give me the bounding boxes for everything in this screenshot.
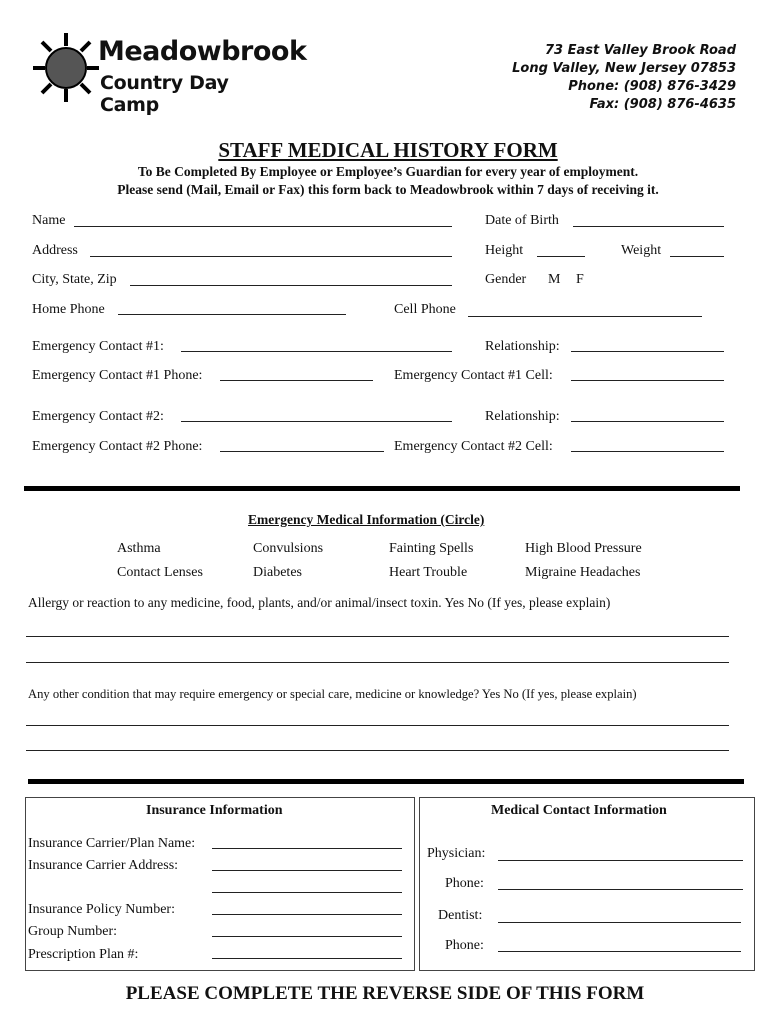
section-divider-top	[24, 486, 740, 491]
ec2-phone-field[interactable]	[220, 451, 384, 452]
name-label: Name	[32, 213, 66, 228]
home-phone-label: Home Phone	[32, 302, 105, 317]
logo-title: Meadowbrook	[98, 36, 307, 67]
medical-contact-heading: Medical Contact Information	[491, 803, 667, 818]
dentist-phone-label: Phone:	[445, 938, 484, 953]
ec2-phone-label: Emergency Contact #2 Phone:	[32, 439, 203, 454]
ec1-phone-field[interactable]	[220, 380, 373, 381]
carrier-address-field-2[interactable]	[212, 892, 402, 893]
ec1-field[interactable]	[181, 351, 452, 352]
ec1-relationship-label: Relationship:	[485, 339, 560, 354]
rx-field[interactable]	[212, 958, 402, 959]
section-divider-bottom	[28, 779, 744, 784]
address-line1: 73 East Valley Brook Road	[544, 43, 736, 58]
condition-heart-trouble[interactable]: Heart Trouble	[389, 565, 468, 580]
cell-phone-field[interactable]	[468, 316, 702, 317]
allergy-question: Allergy or reaction to any medicine, food, plants, and/or animal/insect toxin. Yes No (If yes, please explain)	[28, 595, 611, 610]
carrier-address-label: Insurance Carrier Address:	[28, 858, 179, 873]
form-title: STAFF MEDICAL HISTORY FORM	[218, 138, 558, 162]
logo-subtitle: Country Day Camp	[100, 72, 229, 116]
ec1-label: Emergency Contact #1:	[32, 339, 164, 354]
dob-field[interactable]	[573, 226, 724, 227]
physician-field[interactable]	[498, 860, 743, 861]
gender-f-option[interactable]: F	[576, 272, 584, 287]
carrier-address-field-1[interactable]	[212, 870, 402, 871]
ec2-field[interactable]	[181, 421, 452, 422]
home-phone-field[interactable]	[118, 314, 346, 315]
camp-phone: Phone: (908) 876-3429	[568, 79, 736, 94]
camp-logo	[30, 30, 307, 116]
dentist-label: Dentist:	[438, 908, 483, 923]
camp-address	[436, 42, 736, 114]
condition-contact-lenses[interactable]: Contact Lenses	[117, 565, 203, 580]
carrier-field[interactable]	[212, 848, 402, 849]
ec2-relationship-field[interactable]	[571, 421, 724, 422]
condition-fainting[interactable]: Fainting Spells	[389, 541, 474, 556]
condition-diabetes[interactable]: Diabetes	[253, 565, 302, 580]
gender-label: Gender	[485, 272, 527, 287]
group-label: Group Number:	[28, 924, 118, 939]
policy-field[interactable]	[212, 914, 402, 915]
ec1-cell-label: Emergency Contact #1 Cell:	[394, 368, 553, 383]
city-field[interactable]	[130, 285, 452, 286]
other-condition-question: Any other condition that may require emergency or special care, medicine or knowledge? Yes No (If yes, please explain)	[28, 687, 637, 701]
address-line2: Long Valley, New Jersey 07853	[512, 61, 736, 76]
ec2-label: Emergency Contact #2:	[32, 409, 164, 424]
address-label: Address	[32, 243, 78, 258]
physician-phone-label: Phone:	[445, 876, 484, 891]
other-line-2[interactable]	[26, 750, 729, 751]
ec1-relationship-field[interactable]	[571, 351, 724, 352]
weight-label: Weight	[621, 243, 662, 258]
allergy-line-1[interactable]	[26, 636, 729, 637]
group-field[interactable]	[212, 936, 402, 937]
footer-note: PLEASE COMPLETE THE REVERSE SIDE OF THIS FORM	[125, 983, 645, 1004]
ec2-cell-field[interactable]	[571, 451, 724, 452]
dentist-phone-field[interactable]	[498, 951, 741, 952]
camp-fax: Fax: (908) 876-4635	[589, 97, 736, 112]
dentist-field[interactable]	[498, 922, 741, 923]
condition-high-blood-pressure[interactable]: High Blood Pressure	[525, 541, 642, 556]
sun-icon	[30, 30, 102, 105]
condition-convulsions[interactable]: Convulsions	[253, 541, 324, 556]
ec2-relationship-label: Relationship:	[485, 409, 560, 424]
condition-asthma[interactable]: Asthma	[117, 541, 161, 556]
medical-heading: Emergency Medical Information (Circle)	[248, 512, 485, 527]
other-line-1[interactable]	[26, 725, 729, 726]
ec1-phone-label: Emergency Contact #1 Phone:	[32, 368, 203, 383]
policy-label: Insurance Policy Number:	[28, 902, 175, 917]
condition-migraine[interactable]: Migraine Headaches	[525, 565, 641, 580]
ec1-cell-field[interactable]	[571, 380, 724, 381]
gender-m-option[interactable]: M	[548, 272, 561, 287]
insurance-heading: Insurance Information	[146, 803, 283, 818]
instruction-2: Please send (Mail, Email or Fax) this form back to Meadowbrook within 7 days of receiving it.	[117, 182, 659, 197]
address-field[interactable]	[90, 256, 452, 257]
instruction-1: To Be Completed By Employee or Employee’s Guardian for every year of employment.	[137, 164, 639, 179]
ec2-cell-label: Emergency Contact #2 Cell:	[394, 439, 553, 454]
physician-phone-field[interactable]	[498, 889, 743, 890]
cell-phone-label: Cell Phone	[394, 302, 456, 317]
height-field[interactable]	[537, 256, 585, 257]
city-label: City, State, Zip	[32, 272, 117, 287]
rx-label: Prescription Plan #:	[28, 947, 139, 962]
dob-label: Date of Birth	[485, 213, 559, 228]
physician-label: Physician:	[427, 846, 486, 861]
height-label: Height	[485, 243, 524, 258]
allergy-line-2[interactable]	[26, 662, 729, 663]
insurance-box	[25, 797, 415, 971]
carrier-label: Insurance Carrier/Plan Name:	[28, 836, 196, 851]
weight-field[interactable]	[670, 256, 724, 257]
name-field[interactable]	[74, 226, 452, 227]
